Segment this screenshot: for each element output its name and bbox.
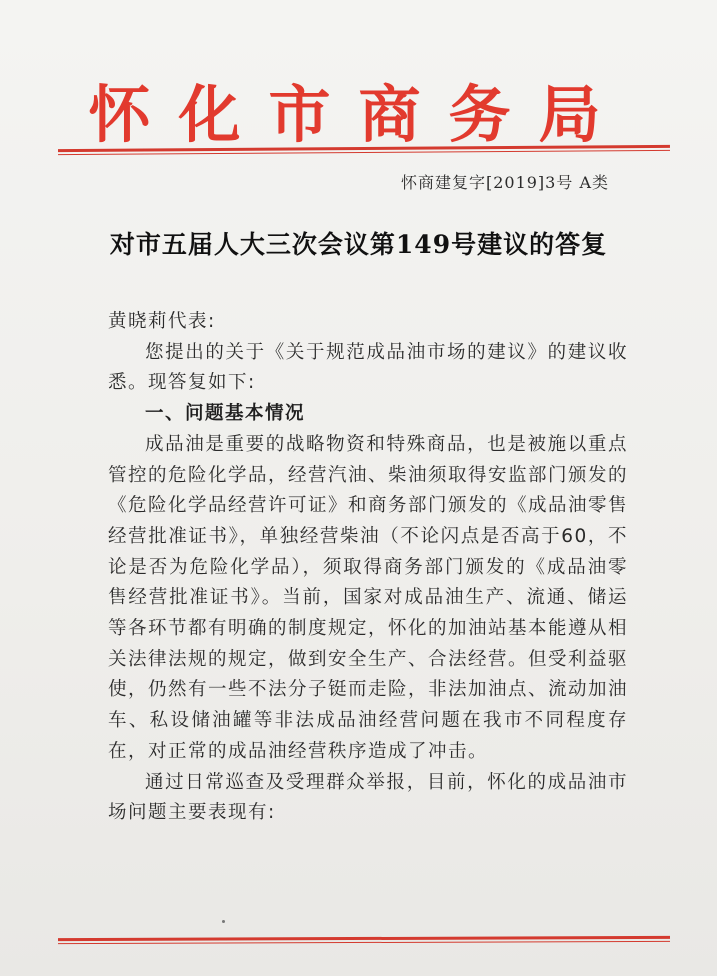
section-heading: 一、问题基本情况 — [145, 403, 306, 425]
body-paragraph-2: 通过日常巡查及受理群众举报，目前，怀化的成品油市场问题主要表现有: — [108, 771, 628, 824]
document-title: 对市五届人大三次会议第149号建议的答复 — [109, 230, 608, 259]
paper-speck — [222, 920, 225, 923]
document-number: 怀商建复字[2019]3号 A类 — [400, 173, 609, 192]
salutation: 黄晓莉代表: — [108, 311, 216, 332]
document-body — [108, 307, 628, 829]
intro-paragraph: 您提出的关于《关于规范成品油市场的建议》的建议收悉。现答复如下: — [108, 341, 628, 394]
body-paragraph-1: 成品油是重要的战略物资和特殊商品，也是被施以重点管控的危险化学品，经营汽油、柴油须取得安监部门颁发的《危险化学品经营许可证》和商务部门颁发的《成品油零售经营批准证书》，单独经营柴油（不论闪点是否高于60，不论是否为危险化学品），须取得商务部门颁发的《成品油零售经营批准证书》。当前，国家对成品油生产、流通、储运等各环节都有明确的制度规定，怀化的加油站基本能遵从相关法律法规的规定，做到安全生产、合法经营。但受利益驱使，仍然有一些不法分子铤而走险，非法加油点、流动加油车、私设储油罐等非法成品油经营问题在我市不同程度存在，对正常的成品油经营秩序造成了冲击。 — [108, 433, 629, 762]
footer-red-rule — [58, 936, 670, 944]
organization-header: 怀化市商务局 — [88, 78, 629, 151]
